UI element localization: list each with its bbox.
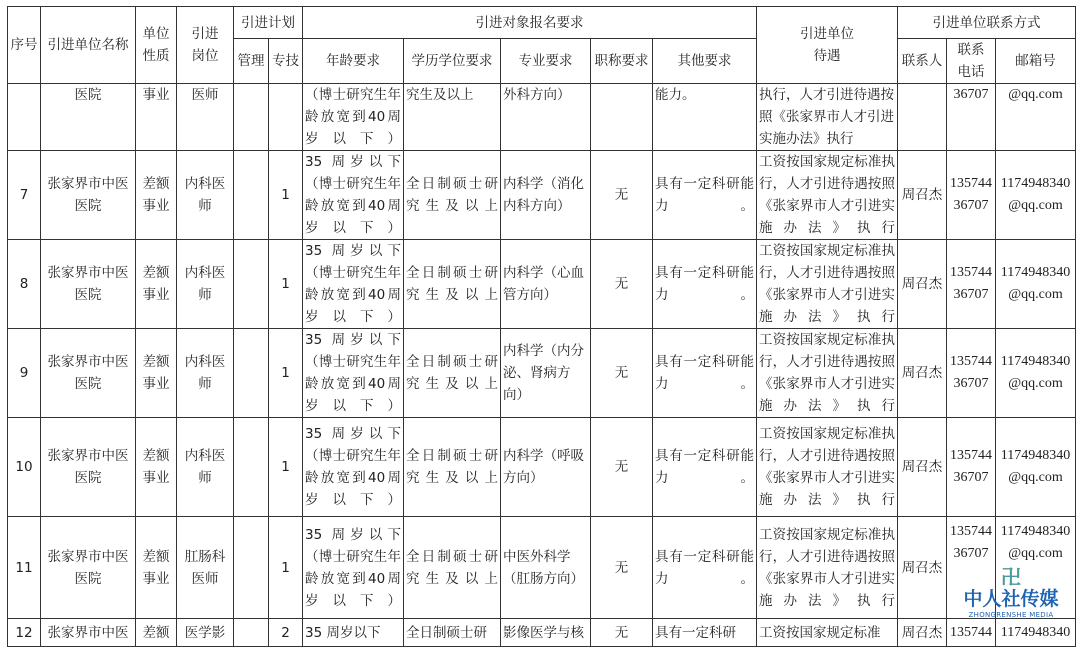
watermark-cn: 中人社传媒	[963, 587, 1059, 610]
header-age: 年龄要求	[303, 39, 404, 84]
header-other: 其他要求	[653, 39, 757, 84]
header-unit-type: 单位 性质	[136, 7, 177, 84]
mgmt	[234, 517, 269, 619]
tech: 2	[269, 619, 303, 647]
mgmt	[234, 418, 269, 517]
media-logo-icon: 卍	[1001, 564, 1021, 589]
post: 医学影	[177, 619, 234, 647]
post: 内科医师	[177, 240, 234, 329]
major: 外科方向）	[501, 84, 591, 151]
age: 35 周岁以下（博士研究生年龄放宽到40周岁以下）	[303, 418, 404, 517]
other: 具有一定科研能力。	[653, 329, 757, 418]
email: 1174948340@qq.com	[996, 151, 1076, 240]
post: 肛肠科医师	[177, 517, 234, 619]
unit-type: 差额事业	[136, 240, 177, 329]
major: 内科学（呼吸方向）	[501, 418, 591, 517]
phone: 13574436707	[947, 329, 996, 418]
unit-type: 差额事业	[136, 329, 177, 418]
email: 1174948340@qq.com	[996, 418, 1076, 517]
seq: 11	[8, 517, 41, 619]
age: 35 周岁以下	[303, 619, 404, 647]
seq: 7	[8, 151, 41, 240]
unit-name: 张家界市中医	[41, 619, 136, 647]
recruitment-table	[7, 6, 1076, 647]
table-row	[8, 329, 1076, 418]
treatment: 工资按国家规定标准执行，人才引进待遇按照《张家界市人才引进实施办法》执行	[757, 517, 898, 619]
phone: 13574436707	[947, 240, 996, 329]
person: 周召杰	[898, 517, 947, 619]
phone: 36707	[947, 84, 996, 151]
edu: 全日制硕士研究生及以上	[404, 151, 501, 240]
header-phone: 联系 电话	[947, 39, 996, 84]
edu: 全日制硕士研究生及以上	[404, 517, 501, 619]
title: 无	[591, 517, 653, 619]
treatment: 工资按国家规定标准执行，人才引进待遇按照《张家界市人才引进实施办法》执行	[757, 151, 898, 240]
email: 1174948340@qq.com	[996, 329, 1076, 418]
unit-type: 差额事业	[136, 418, 177, 517]
other: 能力。	[653, 84, 757, 151]
watermark-logo	[956, 566, 1066, 620]
header-edu: 学历学位要求	[404, 39, 501, 84]
post: 内科医师	[177, 151, 234, 240]
treatment: 执行，人才引进待遇按照《张家界市人才引进实施办法》执行	[757, 84, 898, 151]
tech: 1	[269, 151, 303, 240]
other: 具有一定科研能力。	[653, 517, 757, 619]
other: 具有一定科研	[653, 619, 757, 647]
unit-name: 张家界市中医医院	[41, 517, 136, 619]
mgmt	[234, 151, 269, 240]
major: 内科学（消化内科方向）	[501, 151, 591, 240]
person: 周召杰	[898, 151, 947, 240]
email: @qq.com	[996, 84, 1076, 151]
header-treatment: 引进单位 待遇	[757, 7, 898, 84]
tech: 1	[269, 418, 303, 517]
edu: 究生及以上	[404, 84, 501, 151]
edu: 全日制硕士研究生及以上	[404, 329, 501, 418]
watermark-en: ZHONGRENSHE MEDIA	[968, 610, 1054, 619]
table-row-partial	[8, 84, 1076, 151]
header-requirements: 引进对象报名要求	[303, 7, 757, 39]
major: 影像医学与核	[501, 619, 591, 647]
seq: 10	[8, 418, 41, 517]
table-row	[8, 151, 1076, 240]
title: 无	[591, 329, 653, 418]
header-seq: 序号	[8, 7, 41, 84]
person: 周召杰	[898, 240, 947, 329]
unit-type: 差额事业	[136, 517, 177, 619]
treatment: 工资按国家规定标准执行，人才引进待遇按照《张家界市人才引进实施办法》执行	[757, 240, 898, 329]
header-contact-person: 联系人	[898, 39, 947, 84]
treatment: 工资按国家规定标准执行，人才引进待遇按照《张家界市人才引进实施办法》执行	[757, 329, 898, 418]
phone: 13574436707	[947, 151, 996, 240]
tech: 1	[269, 240, 303, 329]
edu: 全日制硕士研究生及以上	[404, 418, 501, 517]
email: 1174948340@qq.com	[996, 517, 1076, 619]
major: 中医外科学（肛肠方向）	[501, 517, 591, 619]
age: 35 周岁以下（博士研究生年龄放宽到40周岁以下）	[303, 240, 404, 329]
major: 内科学（内分泌、肾病方向）	[501, 329, 591, 418]
unit-name: 张家界市中医医院	[41, 418, 136, 517]
seq: 8	[8, 240, 41, 329]
unit-name: 张家界市中医医院	[41, 329, 136, 418]
phone: 13574436707	[947, 418, 996, 517]
title: 无	[591, 240, 653, 329]
header-unit-name: 引进单位名称	[41, 7, 136, 84]
person: 周召杰	[898, 329, 947, 418]
unit-type: 差额	[136, 619, 177, 647]
phone: 13574436707	[947, 517, 996, 619]
age: 35 周岁以下（博士研究生年龄放宽到40周岁以下）	[303, 517, 404, 619]
table-row	[8, 418, 1076, 517]
treatment: 工资按国家规定标准执行，人才引进待遇按照《张家界市人才引进实施办法》执行	[757, 418, 898, 517]
age: （博士研究生年龄放宽到40周岁以下）	[303, 84, 404, 151]
post: 内科医师	[177, 418, 234, 517]
phone: 135744	[947, 619, 996, 647]
unit-type: 事业	[136, 84, 177, 151]
header-major: 专业要求	[501, 39, 591, 84]
unit-name: 张家界市中医医院	[41, 151, 136, 240]
title: 无	[591, 619, 653, 647]
post: 医师	[177, 84, 234, 151]
seq: 12	[8, 619, 41, 647]
treatment: 工资按国家规定标准	[757, 619, 898, 647]
table-row	[8, 240, 1076, 329]
other: 具有一定科研能力。	[653, 151, 757, 240]
title: 无	[591, 418, 653, 517]
header-plan: 引进计划	[234, 7, 303, 39]
title: 无	[591, 151, 653, 240]
header-plan-tech: 专技	[269, 39, 303, 84]
email: 1174948340@qq.com	[996, 240, 1076, 329]
unit-name: 张家界市中医医院	[41, 240, 136, 329]
header-contact: 引进单位联系方式	[898, 7, 1076, 39]
header-plan-mgmt: 管理	[234, 39, 269, 84]
header-email: 邮箱号	[996, 39, 1076, 84]
person: 周召杰	[898, 619, 947, 647]
tech: 1	[269, 329, 303, 418]
email: 1174948340	[996, 619, 1076, 647]
person: 周召杰	[898, 418, 947, 517]
major: 内科学（心血管方向）	[501, 240, 591, 329]
other: 具有一定科研能力。	[653, 418, 757, 517]
tech: 1	[269, 517, 303, 619]
header-post: 引进 岗位	[177, 7, 234, 84]
age: 35 周岁以下（博士研究生年龄放宽到40周岁以下）	[303, 329, 404, 418]
post: 内科医师	[177, 329, 234, 418]
seq: 9	[8, 329, 41, 418]
mgmt	[234, 240, 269, 329]
unit-type: 差额事业	[136, 151, 177, 240]
unit-name: 医院	[41, 84, 136, 151]
edu: 全日制硕士研究生及以上	[404, 240, 501, 329]
other: 具有一定科研能力。	[653, 240, 757, 329]
edu: 全日制硕士研	[404, 619, 501, 647]
table-row	[8, 517, 1076, 619]
age: 35 周岁以下（博士研究生年龄放宽到40周岁以下）	[303, 151, 404, 240]
mgmt	[234, 329, 269, 418]
header-title: 职称要求	[591, 39, 653, 84]
